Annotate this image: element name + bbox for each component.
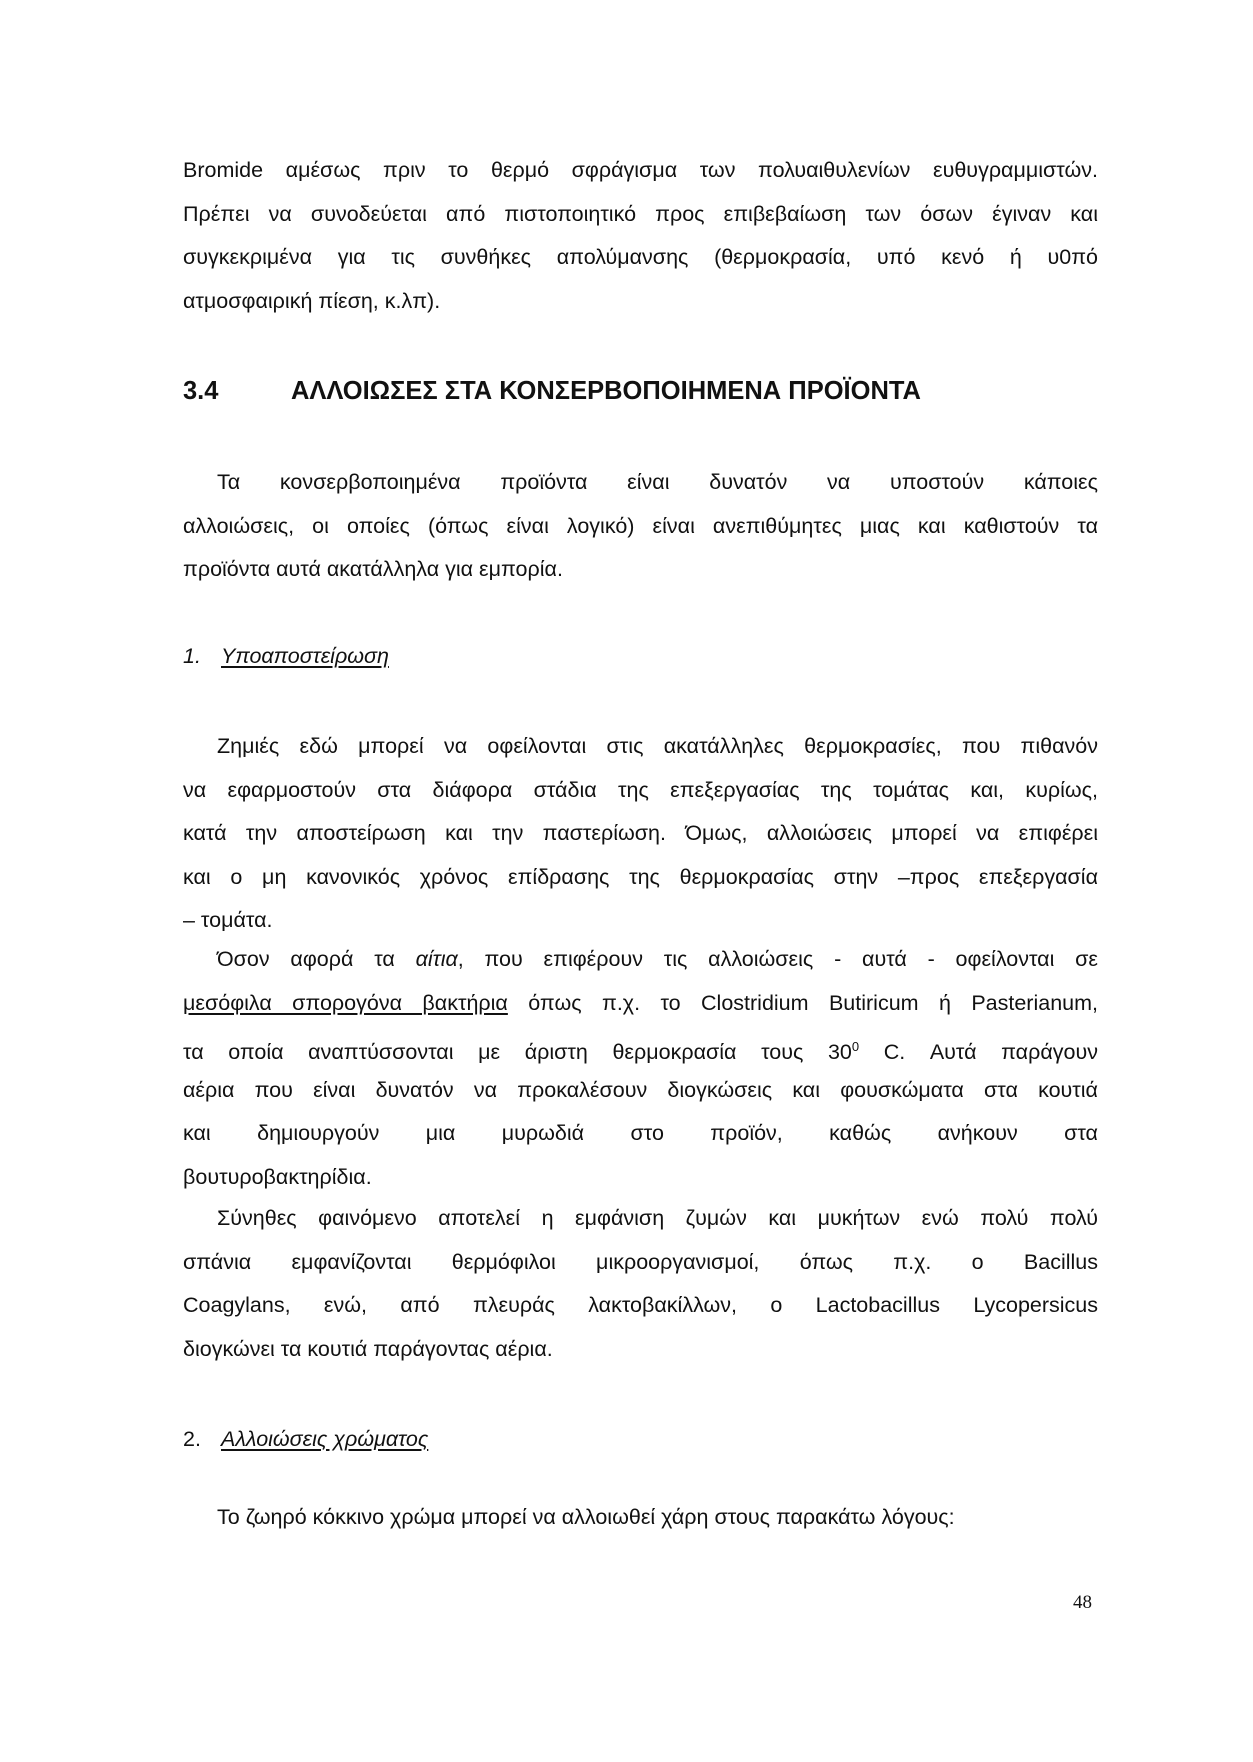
- text-line: ατμοσφαιρική πίεση, κ.λπ).: [183, 288, 441, 313]
- text-run: Όσον αφορά τα: [217, 947, 416, 971]
- text-run: τα οποία αναπτύσσονται με άριστη θερμοκρασία τους 30: [183, 1040, 852, 1065]
- subsection-title: Υποαποστείρωση: [221, 644, 389, 668]
- text-line: να εφαρμοστούν στα διάφορα στάδια της επεξεργασίας της τομάτας και, κυρίως,: [183, 777, 1098, 802]
- text-line: προϊόντα αυτά ακατάλληλα για εμπορία.: [183, 557, 563, 581]
- subsection-heading-2: [183, 1419, 428, 1459]
- thermophiles-paragraph: [183, 1197, 1098, 1371]
- page-number: 48: [1073, 1592, 1092, 1613]
- text-line: αέρια που είναι δυνατόν να προκαλέσουν διογκώσεις και φουσκώματα στα κουτιά: [183, 1077, 1098, 1102]
- text-line: [183, 938, 1098, 982]
- text-line: αλλοιώσεις, οι οποίες (όπως είναι λογικό) είναι ανεπιθύμητες μιας και καθιστούν τα: [183, 513, 1098, 538]
- text-line: διογκώνει τα κουτιά παράγοντας αέρια.: [183, 1336, 553, 1361]
- degree-superscript: 0: [851, 1039, 860, 1054]
- text-line: Πρέπει να συνοδεύεται από πιστοποιητικό προς επιβεβαίωση των όσων έγιναν και: [183, 201, 1098, 226]
- text-run: C. Αυτά παράγουν: [859, 1040, 1098, 1065]
- subsection-heading-1: [183, 636, 389, 676]
- causes-paragraph: [183, 938, 1098, 1199]
- subsection-1-paragraph: [183, 725, 1098, 943]
- section-heading: [183, 369, 1098, 413]
- text-line: [183, 1025, 1098, 1069]
- text-line: – τομάτα.: [183, 908, 273, 932]
- text-line: Σύνηθες φαινόμενο αποτελεί η εμφάνιση ζυμών και μυκήτων ενώ πολύ πολύ: [217, 1206, 1098, 1230]
- intro-paragraph: [183, 149, 1098, 323]
- text-line: Ζημιές εδώ μπορεί να οφείλονται στις ακατάλληλες θερμοκρασίες, που πιθανόν: [217, 734, 1098, 758]
- color-paragraph: [217, 1497, 955, 1537]
- italic-term: αίτια: [415, 947, 458, 971]
- text-line: Το ζωηρό κόκκινο χρώμα μπορεί να αλλοιωθεί χάρη στους παρακάτω λόγους:: [217, 1505, 955, 1529]
- text-line: Coagylans, ενώ, από πλευράς λακτοβακίλλων, ο Lactobacillus Lycopersicus: [183, 1293, 1098, 1317]
- subsection-number: 1.: [183, 644, 201, 668]
- text-line: βουτυροβακτηρίδια.: [183, 1164, 372, 1189]
- underlined-term: μεσόφιλα σπορογόνα βακτήρια: [183, 990, 508, 1015]
- subsection-number: 2.: [183, 1427, 201, 1451]
- text-line: Bromide αμέσως πριν το θερμό σφράγισμα των πολυαιθυλενίων ευθυγραμμιστών.: [183, 158, 1098, 182]
- text-line: κατά την αποστείρωση και την παστερίωση. Όμως, αλλοιώσεις μπορεί να επιφέρει: [183, 821, 1098, 845]
- text-line: [183, 982, 1098, 1026]
- section-intro-paragraph: [183, 461, 1098, 592]
- text-line: Τα κονσερβοποιημένα προϊόντα είναι δυνατόν να υποστούν κάποιες: [217, 470, 1098, 494]
- text-run: , που επιφέρουν τις αλλοιώσεις - αυτά - οφείλονται σε: [457, 947, 1098, 971]
- text-run: όπως π.χ. το Clostridium Butiricum ή Pasterianum,: [507, 990, 1099, 1015]
- text-line: σπάνια εμφανίζονται θερμόφιλοι μικροοργανισμοί, όπως π.χ. ο Bacillus: [183, 1249, 1098, 1274]
- text-line: συγκεκριμένα για τις συνθήκες απολύμανσης (θερμοκρασία, υπό κενό ή υ0πό: [183, 245, 1098, 269]
- section-number: 3.4: [183, 377, 219, 405]
- text-line: και δημιουργούν μια μυρωδιά στο προϊόν, καθώς ανήκουν στα: [183, 1121, 1098, 1145]
- subsection-title: Αλλοιώσεις χρώματος: [221, 1427, 429, 1451]
- text-line: και ο μη κανονικός χρόνος επίδρασης της θερμοκρασίας στην –προς επεξεργασία: [183, 864, 1098, 889]
- section-title: ΑΛΛΟΙΩΣΕΣ ΣΤΑ ΚΟΝΣΕΡΒΟΠΟΙΗΜΕΝΑ ΠΡΟΪΟΝΤΑ: [291, 377, 921, 405]
